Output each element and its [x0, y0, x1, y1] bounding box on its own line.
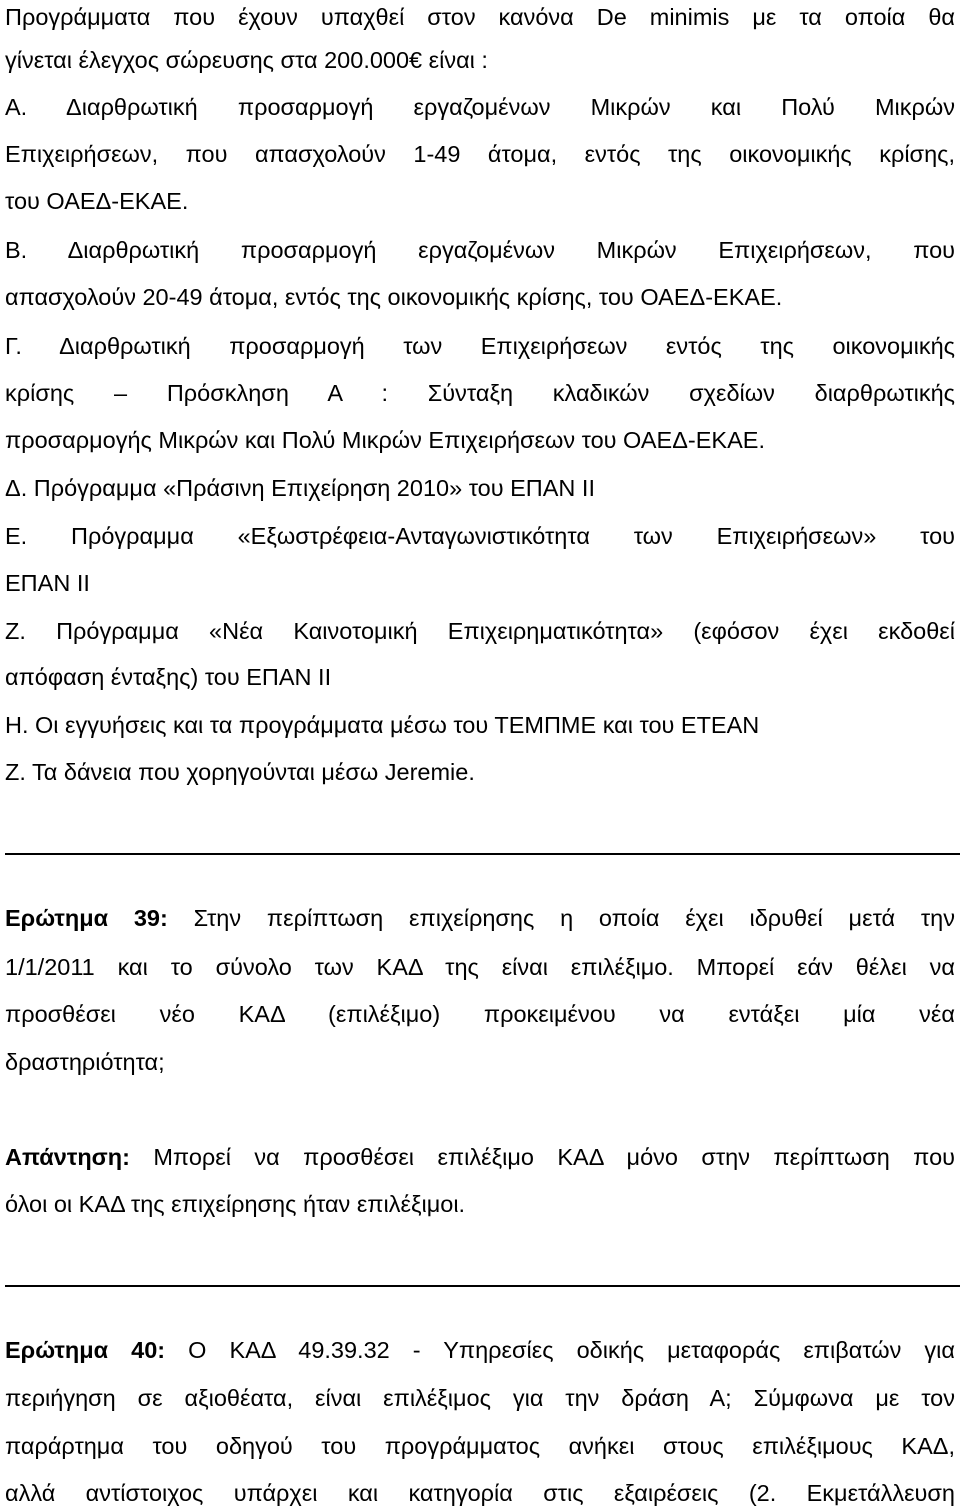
item-e-line-1: Ε. Πρόγραμμα «Εξωστρέφεια-Ανταγωνιστικότητα των Επιχειρήσεων» του [5, 523, 955, 549]
item-h-line-1: Η. Οι εγγυήσεις και τα προγράμματα μέσω του ΤΕΜΠΜΕ και του ΕΤΕΑΝ [5, 712, 760, 738]
item-c-line-1: Γ. Διαρθρωτική προσαρμογή των Επιχειρήσεων εντός της οικονομικής [5, 333, 955, 359]
question-39-line-1 [5, 901, 955, 935]
intro-line-2: γίνεται έλεγχος σώρευσης στα 200.000€ είναι : [5, 47, 488, 73]
item-e-line-2: ΕΠΑΝ ΙΙ [5, 570, 90, 596]
section-divider-1 [5, 853, 960, 855]
item-d-line-1: Δ. Πρόγραμμα «Πράσινη Επιχείρηση 2010» του ΕΠΑΝ ΙΙ [5, 475, 595, 501]
question-39-line-4: δραστηριότητα; [5, 1049, 165, 1075]
item-c-line-3: προσαρμογής Μικρών και Πολύ Μικρών Επιχειρήσεων του ΟΑΕΔ-ΕΚΑΕ. [5, 427, 765, 453]
intro-line-1: Προγράμματα που έχουν υπαχθεί στον κανόνα De minimis με τα οποία θα [5, 4, 955, 30]
question-40-line-4: αλλά αντίστοιχος υπάρχει και κατηγορία στις εξαιρέσεις (2. Εκμετάλλευση [5, 1480, 955, 1506]
item-b-line-2: απασχολούν 20-49 άτομα, εντός της οικονομικής κρίσης, του ΟΑΕΔ-ΕΚΑΕ. [5, 284, 783, 310]
question-39-line-1-text: Στην περίπτωση επιχείρησης η οποία έχει ιδρυθεί μετά την [167, 905, 955, 931]
item-z-line-2: απόφαση ένταξης) του ΕΠΑΝ ΙΙ [5, 664, 332, 690]
question-39-line-2: 1/1/2011 και το σύνολο των ΚΑΔ της είναι επιλέξιμο. Μπορεί εάν θέλει να [5, 954, 955, 980]
item-b-line-1: Β. Διαρθρωτική προσαρμογή εργαζομένων Μικρών Επιχειρήσεων, που [5, 237, 955, 263]
answer-39-line-1 [5, 1140, 955, 1174]
answer-39-label: Απάντηση: [5, 1144, 130, 1170]
question-40-line-3: παράρτημα του οδηγού του προγράμματος ανήκει στους επιλέξιμους ΚΑΔ, [5, 1433, 955, 1459]
item-z-line-1: Ζ. Πρόγραμμα «Νέα Καινοτομική Επιχειρηματικότητα» (εφόσον έχει εκδοθεί [5, 618, 955, 644]
item-a-line-3: του ΟΑΕΔ-ΕΚΑΕ. [5, 188, 189, 214]
item-z2-line-1: Ζ. Τα δάνεια που χορηγούνται μέσω Jeremie. [5, 759, 475, 785]
question-39-label: Ερώτημα 39: [5, 905, 168, 931]
question-39-line-3: προσθέσει νέο ΚΑΔ (επιλέξιμο) προκειμένου να εντάξει μία νέα [5, 1001, 955, 1027]
item-a-line-2: Επιχειρήσεων, που απασχολούν 1-49 άτομα, εντός της οικονομικής κρίσης, [5, 141, 955, 167]
answer-39-line-1-text: Μπορεί να προσθέσει επιλέξιμο ΚΑΔ μόνο στην περίπτωση που [129, 1144, 955, 1170]
section-divider-2 [5, 1285, 960, 1287]
question-40-line-2: περιήγηση σε αξιοθέατα, είναι επιλέξιμος για την δράση Α; Σύμφωνα με τον [5, 1385, 955, 1411]
question-40-line-1 [5, 1333, 955, 1367]
item-a-line-1: Α. Διαρθρωτική προσαρμογή εργαζομένων Μικρών και Πολύ Μικρών [5, 94, 955, 120]
item-c-line-2: κρίσης – Πρόσκληση Α : Σύνταξη κλαδικών σχεδίων διαρθρωτικής [5, 380, 955, 406]
question-40-label: Ερώτημα 40: [5, 1337, 166, 1363]
answer-39-line-2: όλοι οι ΚΑΔ της επιχείρησης ήταν επιλέξιμοι. [5, 1191, 466, 1217]
question-40-line-1-text: Ο ΚΑΔ 49.39.32 - Υπηρεσίες οδικής μεταφοράς επιβατών για [165, 1337, 955, 1363]
